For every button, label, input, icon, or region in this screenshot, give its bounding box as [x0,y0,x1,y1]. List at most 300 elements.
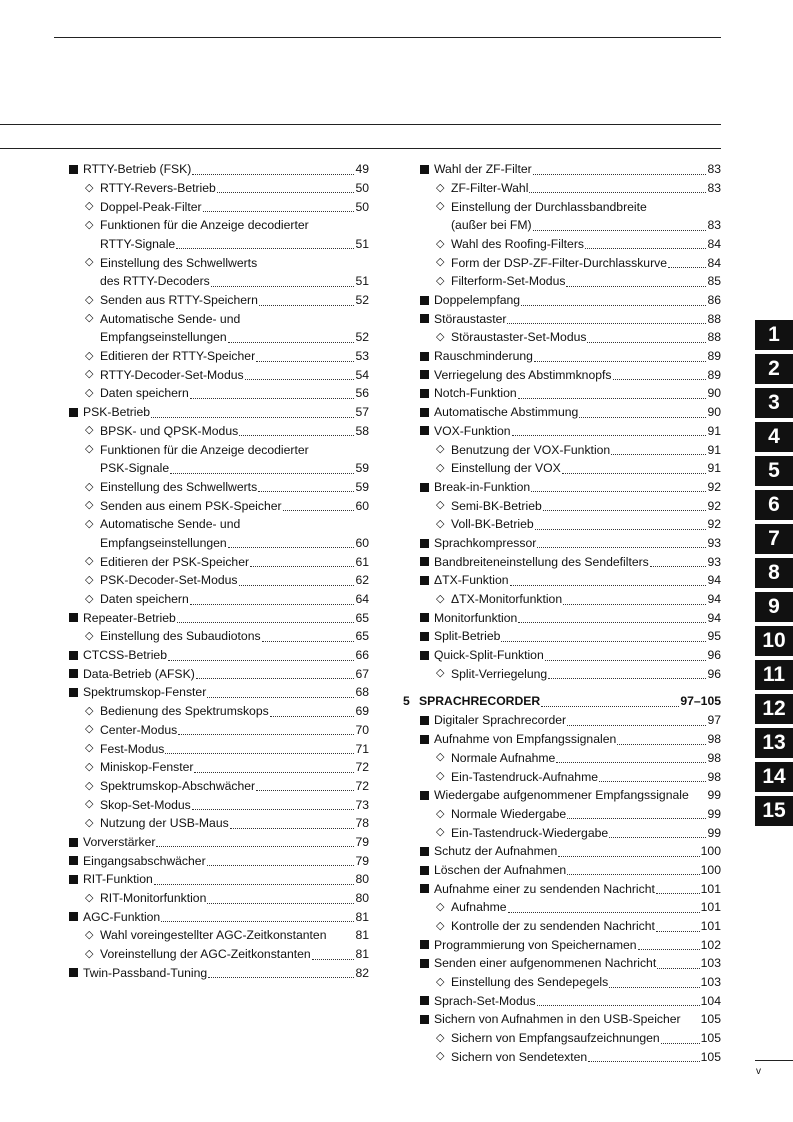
leader-dots [165,753,354,754]
diamond-bullet-icon: ◇ [85,779,94,792]
leader-dots [154,884,355,885]
chapter-tab[interactable]: 2 [755,354,793,384]
entry-page: 89 [707,349,721,364]
entry-page: 50 [355,180,369,195]
toc-entry[interactable] [420,366,721,385]
toc-entry[interactable] [69,646,369,665]
entry-title: Verriegelung des Abstimmknopfs [434,367,612,382]
leader-dots [588,1061,699,1062]
toc-subentry[interactable] [69,422,369,441]
toc-subentry[interactable] [420,767,721,786]
entry-title: Spektrumskop-Fenster [83,685,207,700]
entry-title: Digitaler Sprachrecorder [434,713,567,728]
toc-entry[interactable] [420,646,721,665]
diamond-bullet-icon: ◇ [436,667,445,680]
square-bullet-icon [69,613,78,622]
entry-page: 90 [707,405,721,420]
toc-entry[interactable] [69,851,369,870]
entry-title: AGC-Funktion [83,909,161,924]
chapter-tab[interactable]: 6 [755,490,793,520]
toc-subentry[interactable] [420,973,721,992]
entry-page: 70 [355,722,369,737]
leader-dots [533,230,707,231]
leader-dots [161,921,354,922]
leader-dots [270,716,355,717]
leader-dots [250,566,354,567]
toc-subentry[interactable] [69,702,369,721]
leader-dots [256,790,354,791]
leader-dots [548,678,706,679]
square-bullet-icon [69,688,78,697]
entry-title: Einstellung des Schwellwerts [100,255,258,270]
toc-subentry[interactable] [420,590,721,609]
square-bullet-icon [420,884,429,893]
entry-page: 65 [355,610,369,625]
toc-subentry[interactable] [69,571,369,590]
leader-dots [656,893,700,894]
entry-title: Sichern von Aufnahmen in den USB-Speicher [434,1012,681,1027]
entry-title: RTTY-Betrieb (FSK) [83,162,192,177]
leader-dots [501,641,706,642]
chapter-tab[interactable]: 7 [755,524,793,554]
leader-dots [508,912,700,913]
toc-subentry[interactable] [69,515,369,534]
diamond-bullet-icon: ◇ [85,798,94,811]
entry-page: 72 [355,778,369,793]
toc-subentry[interactable] [69,347,369,366]
entry-title: Empfangseinstellungen [100,535,227,550]
leader-dots [533,174,707,175]
leader-dots [156,846,354,847]
toc-subentry[interactable] [420,253,721,272]
entry-page: 96 [707,648,721,663]
entry-page: 89 [707,367,721,382]
entry-title: Wahl der ZF-Filter [434,162,532,177]
entry-title: Programmierung von Speichernamen [434,937,637,952]
toc-entry[interactable] [420,403,721,422]
entry-page: 84 [707,255,721,270]
leader-dots [563,604,706,605]
toc-entry[interactable] [420,534,721,553]
leader-dots [312,959,355,960]
leader-dots [558,856,699,857]
square-bullet-icon [420,735,429,744]
toc-entry[interactable] [420,609,721,628]
toc-entry[interactable] [69,870,369,889]
entry-title: Aufnahme [451,900,507,915]
diamond-bullet-icon: ◇ [436,274,445,287]
toc-entry[interactable] [420,879,721,898]
toc-subentry[interactable] [420,328,721,347]
entry-title: Rauschminderung [434,349,533,364]
toc-subentry[interactable] [420,898,721,917]
toc-entry[interactable] [69,833,369,852]
entry-page: 88 [707,311,721,326]
entry-title: RTTY-Revers-Betrieb [100,180,216,195]
toc-entry[interactable] [420,310,721,329]
chapter-tab[interactable]: 5 [755,456,793,486]
leader-dots [535,529,707,530]
toc-subentry[interactable] [69,926,369,945]
entry-title: Center-Modus [100,722,178,737]
leader-dots [531,491,706,492]
entry-page: 99 [707,825,721,840]
diamond-bullet-icon: ◇ [436,461,445,474]
square-bullet-icon [69,875,78,884]
toc-subentry[interactable] [69,366,369,385]
entry-title: Eingangsabschwächer [83,853,206,868]
entry-title: Filterform-Set-Modus [451,274,566,289]
entry-title: RTTY-Decoder-Set-Modus [100,367,244,382]
entry-title: Einstellung der Durchlassbandbreite [451,199,647,214]
entry-page: 105 [700,1049,721,1064]
entry-page: 57 [355,405,369,420]
toc-entry[interactable] [420,552,721,571]
entry-title: Wahl des Roofing-Filters [451,236,584,251]
entry-page: 85 [707,274,721,289]
square-bullet-icon [69,838,78,847]
entry-page: 90 [707,386,721,401]
diamond-bullet-icon: ◇ [436,181,445,194]
entry-page: 78 [355,816,369,831]
diamond-bullet-icon: ◇ [436,237,445,250]
leader-dots [259,305,355,306]
toc-subentry[interactable] [69,496,369,515]
entry-page: 92 [707,479,721,494]
toc-subentry[interactable] [420,440,721,459]
entry-title: RTTY-Signale [100,236,176,251]
toc-entry[interactable] [69,964,369,983]
entry-title: VOX-Funktion [434,423,511,438]
entry-page: 88 [707,330,721,345]
square-bullet-icon [420,314,429,323]
entry-page: 91 [707,461,721,476]
toc-subentry[interactable] [420,515,721,534]
diamond-bullet-icon: ◇ [436,443,445,456]
entry-title: Aufnahme einer zu sendenden Nachricht [434,881,655,896]
leader-dots [566,286,706,287]
footer-rule [755,1060,793,1061]
diamond-bullet-icon: ◇ [85,592,94,605]
diamond-bullet-icon: ◇ [436,770,445,783]
toc-subentry[interactable] [69,758,369,777]
toc-subentry[interactable] [420,272,721,291]
leader-dots [177,622,355,623]
header-rule [0,124,721,125]
entry-page: 103 [700,956,721,971]
entry-title: Wiedergabe aufgenommener Empfangssignale [434,788,689,803]
entry-page: 52 [355,293,369,308]
entry-title: Bedienung des Spektrumskops [100,704,269,719]
diamond-bullet-icon: ◇ [85,218,94,231]
toc-subentry[interactable] [69,179,369,198]
leader-dots [256,361,354,362]
toc-subentry[interactable] [420,1048,721,1067]
toc-subentry[interactable] [69,272,369,291]
toc-left-column [69,160,369,982]
chapter-tab[interactable]: 1 [755,320,793,350]
square-bullet-icon [69,669,78,678]
chapter-tab[interactable]: 13 [755,728,793,758]
toc-subentry[interactable] [69,478,369,497]
square-bullet-icon [420,539,429,548]
toc-subentry[interactable] [420,496,721,515]
leader-dots [228,547,355,548]
entry-title: Vorverstärker [83,834,156,849]
entry-page: 60 [355,498,369,513]
diamond-bullet-icon: ◇ [85,573,94,586]
toc-subentry[interactable] [69,814,369,833]
toc-subentry[interactable] [69,291,369,310]
toc-subentry[interactable] [69,590,369,609]
entry-title: Daten speichern [100,386,189,401]
toc-entry[interactable] [420,627,721,646]
leader-dots [656,931,700,932]
toc-subentry[interactable] [69,721,369,740]
toc-entry[interactable] [69,908,369,927]
toc-subentry[interactable] [420,805,721,824]
toc-subentry[interactable] [69,777,369,796]
toc-subentry[interactable] [420,917,721,936]
diamond-bullet-icon: ◇ [85,424,94,437]
leader-dots [585,248,706,249]
toc-subentry[interactable] [69,889,369,908]
leader-dots [190,604,355,605]
toc-entry[interactable] [420,384,721,403]
toc-entry[interactable] [420,160,721,179]
entry-page: 67 [355,666,369,681]
toc-entry[interactable] [420,291,721,310]
leader-dots [239,585,355,586]
toc-entry[interactable] [420,711,721,730]
entry-page: 81 [355,909,369,924]
chapter-tab[interactable]: 9 [755,592,793,622]
entry-title: BPSK- und QPSK-Modus [100,423,239,438]
toc-subentry[interactable] [420,1029,721,1048]
toc-entry[interactable] [69,160,369,179]
leader-dots [203,211,355,212]
toc-entry[interactable] [420,842,721,861]
entry-title: Form der DSP-ZF-Filter-Durchlasskurve [451,255,668,270]
square-bullet-icon [420,940,429,949]
diamond-bullet-icon: ◇ [436,975,445,988]
entry-page: 100 [700,844,721,859]
chapter-tab[interactable]: 3 [755,388,793,418]
leader-dots [567,818,706,819]
toc-subentry[interactable] [420,665,721,684]
toc-subentry[interactable] [420,179,721,198]
entry-page: 98 [707,732,721,747]
chapter-tab[interactable]: 12 [755,694,793,724]
toc-subentry[interactable] [69,197,369,216]
toc-subentry[interactable] [69,328,369,347]
diamond-bullet-icon: ◇ [85,480,94,493]
toc-entry[interactable] [69,683,369,702]
toc-subentry[interactable] [69,795,369,814]
leader-dots [650,566,707,567]
chapter-number: 5 [403,694,410,709]
leader-dots [543,510,707,511]
square-bullet-icon [420,632,429,641]
diamond-bullet-icon: ◇ [85,816,94,829]
entry-title: Einstellung des Schwellwerts [100,479,258,494]
entry-title: Automatische Abstimmung [434,405,579,420]
square-bullet-icon [420,866,429,875]
toc-subentry[interactable] [69,945,369,964]
toc-entry[interactable] [420,786,721,805]
header-rule-lower [0,148,721,149]
entry-title: Fest-Modus [100,741,165,756]
entry-page: 102 [700,937,721,952]
entry-page: 103 [700,975,721,990]
leader-dots [283,510,355,511]
toc-subentry[interactable] [420,235,721,254]
chapter-title: SPRACHRECORDER [419,694,541,709]
leader-dots [537,547,706,548]
entry-title: PSK-Betrieb [83,405,151,420]
toc-entry[interactable] [420,861,721,880]
diamond-bullet-icon: ◇ [85,349,94,362]
diamond-bullet-icon: ◇ [436,1031,445,1044]
square-bullet-icon [69,968,78,977]
entry-title: (außer bei FM) [451,218,532,233]
chapter-tab[interactable]: 8 [755,558,793,588]
entry-page: 99 [707,788,721,803]
toc-subentry[interactable] [69,552,369,571]
toc-entry[interactable] [420,347,721,366]
leader-dots [228,342,355,343]
toc-subentry[interactable] [69,384,369,403]
entry-title: Twin-Passband-Tuning [83,965,208,980]
toc-subentry[interactable] [69,216,369,235]
square-bullet-icon [420,352,429,361]
leader-dots [556,762,706,763]
top-rule [54,37,721,38]
leader-dots [521,305,706,306]
entry-title: Voreinstellung der AGC-Zeitkonstanten [100,947,311,962]
entry-page: 54 [355,367,369,382]
toc-entry[interactable] [69,609,369,628]
entry-page: 50 [355,199,369,214]
toc-entry[interactable] [69,403,369,422]
entry-title: Editieren der RTTY-Speicher [100,349,256,364]
toc-subentry[interactable] [69,459,369,478]
toc-subentry[interactable] [69,235,369,254]
square-bullet-icon [420,426,429,435]
entry-title: Doppelempfang [434,293,521,308]
toc-subentry[interactable] [420,459,721,478]
square-bullet-icon [420,557,429,566]
toc-subentry[interactable] [420,749,721,768]
leader-dots [258,491,354,492]
leader-dots [657,968,699,969]
entry-page: 104 [700,993,721,1008]
chapter-tab[interactable]: 10 [755,626,793,656]
toc-entry[interactable] [420,478,721,497]
entry-title: Normale Aufnahme [451,750,556,765]
entry-page: 52 [355,330,369,345]
toc-subentry[interactable] [420,216,721,235]
entry-page: 58 [355,423,369,438]
chapter-tab[interactable]: 4 [755,422,793,452]
toc-entry[interactable] [420,422,721,441]
square-bullet-icon [420,791,429,800]
entry-page: 94 [707,573,721,588]
entry-title: Automatische Sende- und [100,517,241,532]
entry-title: Sprach-Set-Modus [434,993,536,1008]
entry-page: 96 [707,666,721,681]
entry-title: PSK-Decoder-Set-Modus [100,573,238,588]
toc-subentry[interactable] [69,253,369,272]
toc-entry[interactable] [420,730,721,749]
leader-dots [507,323,706,324]
toc-subentry[interactable] [69,440,369,459]
entry-title: Daten speichern [100,592,189,607]
entry-title: Split-Betrieb [434,629,501,644]
toc-entry[interactable] [69,665,369,684]
chapter-tab[interactable]: 14 [755,762,793,792]
chapter-heading[interactable] [403,691,721,711]
entry-title: Kontrolle der zu sendenden Nachricht [451,919,655,934]
entry-page: 86 [707,293,721,308]
toc-subentry[interactable] [69,627,369,646]
entry-title: Einstellung des Subaudiotons [100,629,261,644]
diamond-bullet-icon: ◇ [85,200,94,213]
entry-title: Automatische Sende- und [100,311,241,326]
entry-page: 81 [355,928,369,943]
diamond-bullet-icon: ◇ [85,256,94,269]
toc-subentry[interactable] [69,534,369,553]
entry-page: 49 [355,162,369,177]
entry-title: Senden aus einem PSK-Speicher [100,498,282,513]
toc-subentry[interactable] [420,823,721,842]
entry-title: Notch-Funktion [434,386,517,401]
leader-dots [661,1043,700,1044]
entry-title: Senden aus RTTY-Speichern [100,293,258,308]
toc-entry[interactable] [420,936,721,955]
leader-dots [599,781,706,782]
toc-entry[interactable] [420,1010,721,1029]
entry-page: 72 [355,760,369,775]
leader-dots [151,417,354,418]
entry-page: 51 [355,274,369,289]
diamond-bullet-icon: ◇ [436,592,445,605]
entry-page: 83 [707,180,721,195]
leader-dots [613,379,707,380]
chapter-tab[interactable]: 11 [755,660,793,690]
entry-title: Wahl voreingestellter AGC-Zeitkonstanten [100,928,327,943]
entry-title: Bandbreiteneinstellung des Sendefilters [434,554,649,569]
entry-page: 81 [355,947,369,962]
square-bullet-icon [69,912,78,921]
diamond-bullet-icon: ◇ [85,742,94,755]
entry-page: 69 [355,704,369,719]
toc-entry[interactable] [420,571,721,590]
toc-subentry[interactable] [69,310,369,329]
toc-subentry[interactable] [420,197,721,216]
toc-subentry[interactable] [69,739,369,758]
entry-page: 100 [700,862,721,877]
entry-page: 64 [355,592,369,607]
square-bullet-icon [420,996,429,1005]
square-bullet-icon [420,389,429,398]
chapter-tab[interactable]: 15 [755,796,793,826]
diamond-bullet-icon: ◇ [436,826,445,839]
toc-entry[interactable] [420,992,721,1011]
toc-entry[interactable] [420,954,721,973]
leader-dots [217,192,355,193]
entry-page: 105 [700,1012,721,1027]
